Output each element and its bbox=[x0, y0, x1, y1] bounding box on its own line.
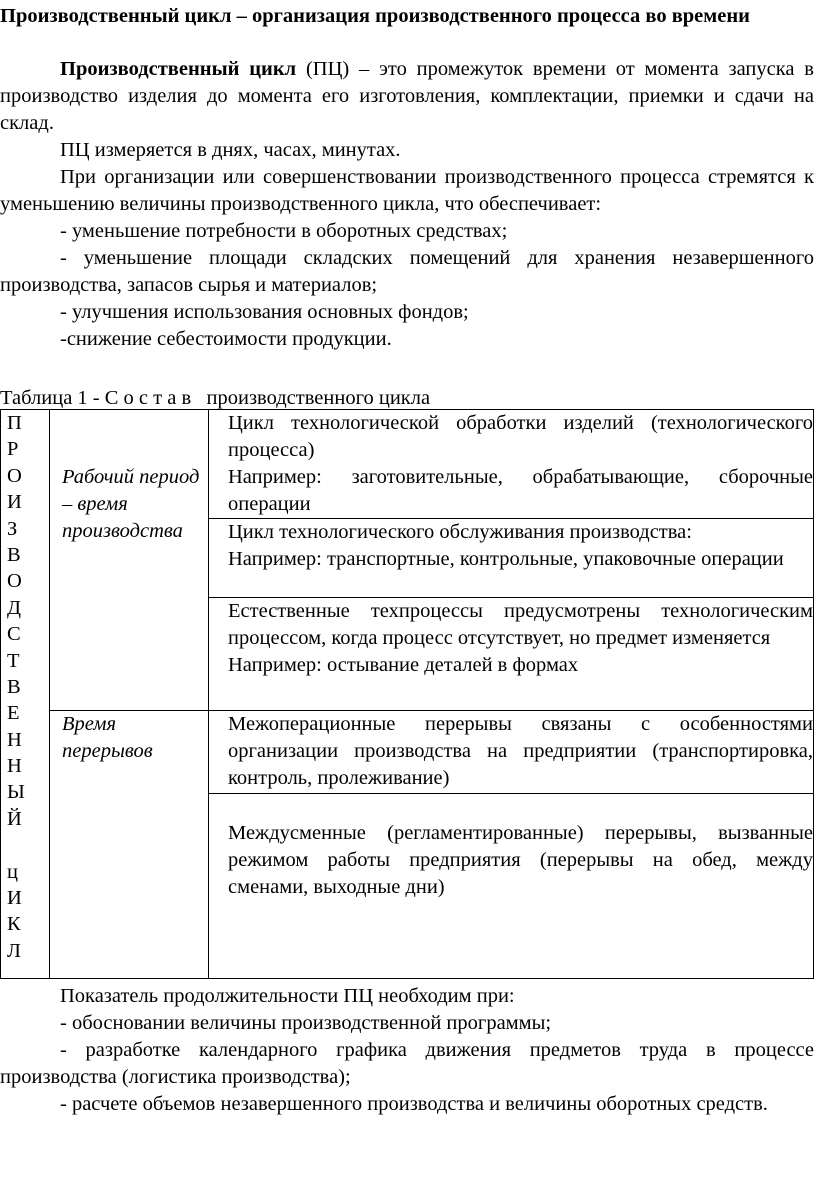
vertical-letter: О bbox=[7, 570, 22, 593]
vertical-letter: И bbox=[7, 887, 22, 910]
break-period-label: Время перерывов bbox=[62, 713, 153, 762]
break-row-cell bbox=[209, 711, 814, 794]
break-row-cell bbox=[209, 794, 814, 979]
vertical-letter: З bbox=[7, 517, 18, 540]
working-row-cell bbox=[209, 598, 814, 711]
working-row-text: Цикл технологического обслуживания производства: Например: транспортные, контрольные, упаковочные операции bbox=[228, 521, 784, 570]
break-row-text: Межоперационные перерывы связаны с особенностями организации производства на предприятии (транспортировка, контроль, пролеживание) bbox=[228, 713, 813, 789]
vertical-letter: П bbox=[7, 412, 22, 434]
list-item: - расчете объемов незавершенного производства и величины оборотных средств. bbox=[60, 1093, 768, 1115]
vertical-letter: Ы bbox=[7, 781, 25, 804]
vertical-letter: В bbox=[7, 675, 21, 698]
document-title: Производственный цикл – организация производственного процесса во времени bbox=[0, 5, 750, 27]
vertical-letter: Н bbox=[7, 755, 22, 778]
vertical-letter: К bbox=[7, 913, 21, 936]
vertical-letter: О bbox=[7, 464, 22, 487]
break-row-text: Междусменные (регламентированные) перерывы, вызванные режимом работы предприятия (перерывы на обед, между сменами, выходные дни) bbox=[228, 822, 813, 898]
working-period-cell bbox=[50, 410, 209, 711]
vertical-letter: Д bbox=[7, 596, 21, 619]
working-row-text: Цикл технологической обработки изделий (технологического процесса) Например: заготовительные, обрабатывающие, сборочные операции bbox=[228, 412, 813, 515]
list-item: -снижение себестоимости продукции. bbox=[60, 328, 392, 350]
working-row-text: Естественные техпроцессы предусмотрены технологическим процессом, когда процесс отсутствует, но предмет изменяется Например: остывание деталей в формах bbox=[228, 600, 813, 676]
list-item: - обосновании величины производственной программы; bbox=[60, 1012, 552, 1034]
vertical-label-cell bbox=[1, 410, 50, 979]
definition-paragraph bbox=[0, 56, 814, 137]
break-period-cell bbox=[50, 711, 209, 979]
working-row-cell bbox=[209, 519, 814, 598]
production-cycle-table bbox=[0, 409, 814, 979]
paragraph-intro: При организации или совершенствовании производственного процесса стремятся к уменьшению величины производственного цикла, что обеспечивает: bbox=[0, 166, 814, 215]
after-paragraph: Показатель продолжительности ПЦ необходим при: bbox=[60, 985, 515, 1007]
list-item: - уменьшение потребности в оборотных средствах; bbox=[60, 220, 508, 242]
vertical-letter: С bbox=[7, 623, 21, 646]
vertical-letter: Е bbox=[7, 702, 20, 725]
list-item: - уменьшение площади складских помещений для хранения незавершенного производства, запасов сырья и материалов; bbox=[0, 247, 814, 296]
vertical-letter: Н bbox=[7, 728, 22, 751]
definition-text: (ПЦ) – это промежуток времени от момента запуска в производство изделия до момента его изготовления, комплектации, приемки и сдачи на склад. bbox=[0, 58, 814, 134]
vertical-letter: ц bbox=[7, 860, 18, 883]
table-caption: Таблица 1 - С о с т а в производственного цикла bbox=[0, 387, 431, 409]
vertical-letter bbox=[7, 832, 49, 858]
definition-term: Производственный цикл bbox=[60, 58, 297, 80]
vertical-letter: Т bbox=[7, 649, 20, 672]
vertical-letter: Й bbox=[7, 807, 22, 830]
list-item: - улучшения использования основных фондов; bbox=[60, 301, 469, 323]
paragraph-units: ПЦ измеряется в днях, часах, минутах. bbox=[60, 139, 401, 161]
after-section bbox=[0, 983, 814, 1118]
vertical-letter: Л bbox=[7, 939, 21, 962]
working-row-cell bbox=[209, 410, 814, 519]
vertical-letter: Р bbox=[7, 438, 19, 461]
vertical-letter: И bbox=[7, 491, 22, 514]
vertical-letter: В bbox=[7, 543, 21, 566]
list-item: - разработке календарного графика движения предметов труда в процессе производства (логистика производства); bbox=[0, 1039, 814, 1088]
working-period-label: Рабочий период – время производства bbox=[62, 466, 200, 542]
